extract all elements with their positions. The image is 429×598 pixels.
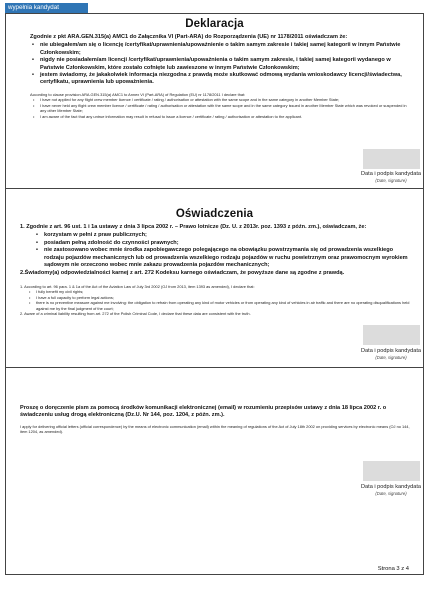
email-request-text: Proszę o doręczenie pism za pomocą środków komunikacji elektronicznej (email) w rozumieniu przepisów ustawy z dnia 18 lipca 2002 r. o świadczeniu usług drogą elektroniczną (Dz.U. Nr 144, poz. 1204, z późn. zm.). [20, 405, 387, 419]
email-signature-note: (Date, signature) [375, 491, 407, 496]
section-divider-1 [6, 188, 423, 189]
statements-section [6, 190, 423, 367]
statements-bullet-1: • korzystam w pełni z praw publicznych; [44, 232, 413, 239]
email-signature-label: Data i podpis kandydata [360, 484, 422, 490]
declaration-title: Deklaracja [185, 18, 244, 30]
declaration-signature-box[interactable] [363, 149, 420, 169]
statements-bullet-3: • nie zastosowano wobec mnie środka zapobiegawczego polegającego na obowiązku powstrzymania się od prowadzenia wszelkiego rodzaju pojazdów mechanicznych lub od prowadzenia wszelkiego rodzaju pojazdów w ruchu powietrznym oraz prawomocnym wyrokiem sądowym nie orzeczono wobec mnie zakazu prowadzenia pojazdów mechanicznych; [44, 247, 413, 269]
email-request-en-text: I apply for delivering official letters (official correspondence) by the means of electronic communication (email) within the meaning of regulations of the Act of July 18th 2002 on providing services by electronic means (OJ no 144, item 1204, as amended). [20, 423, 410, 435]
declaration-en-bullet-3: • I am aware of the fact that any untrue information may result in refusal to issue a licence / certificate / rating / authorisation or attestation to the applicant. [40, 114, 413, 119]
statements-en-bullets [36, 289, 411, 311]
statements-en-item2: 2. Aware of a criminal liability resulting from art. 272 of the Polish Criminal Code, I declare that these data are consistent with the truth. [20, 310, 251, 316]
form-frame [5, 13, 424, 575]
statements-signature-note: (Date, signature) [375, 355, 407, 360]
declaration-signature-note: (Date, signature) [375, 178, 407, 183]
declaration-en-intro: According to clause provision ARA.GEN.315(a) AMC1 to Annex VI (Part-ARA) of Regulation (EU) nr 1178/2011 I declare that: [30, 91, 246, 97]
page-number: Strona 3 z 4 [377, 566, 409, 572]
declaration-section [6, 16, 423, 188]
declaration-en-bullet-2: • I have never held any flight crew member licence / certificate / rating / authorisation or attestation with the same scope and in the same category issued in another Member State which was revoked or suspended in any other Member State; [40, 103, 413, 114]
statements-item2: 2.Świadomy(a) odpowiedzialności karnej z art. 272 Kodeksu karnego oświadczam, że powyższe dane są zgodne z prawdą. [20, 270, 345, 277]
declaration-bullet-3: • jestem świadomy, że jakakolwiek informacja niezgodna z prawdą może skutkować odmową wydania wnioskodawcy licencji/świadectwa, certyfikatu, uprawnienia lub upoważnienia. [40, 72, 413, 87]
statements-en-item1: 1. According to art. 96 para. 1 & 1a of the Act of the Aviation Law of July 3rd 2002 (OJ from 2013, item 1393 as amended), I declare that: [20, 283, 255, 289]
email-request-section [6, 368, 423, 576]
statements-item1-bullets [44, 232, 413, 269]
statements-title: Oświadczenia [175, 208, 254, 220]
declaration-bullet-2: • nigdy nie posiadałem/am licencji /certyfikat/uprawnienia/upoważnienia o takim samym zakresie, i takiej samej kategorii wydanego w Państwie Członkowskim, które zostało cofnięte lub zawieszone w innym Państwie Członkowskim; [40, 57, 413, 72]
declaration-signature-label: Data i podpis kandydata [360, 171, 422, 177]
declaration-bullet-1: • nie ubiegałem/am się o licencję /certyfikat/uprawnienia/upoważnienie o takim samym zakresie i takiej samej kategorii w innym Państwie Członkowskim; [40, 42, 413, 57]
statements-signature-label: Data i podpis kandydata [360, 348, 422, 354]
email-signature-box[interactable] [363, 461, 420, 481]
statements-signature-box[interactable] [363, 325, 420, 345]
statements-bullet-2: • posiadam pełną zdolność do czynności prawnych; [44, 240, 413, 247]
statements-en-bullet-2: • I have a full capacity to perform legal actions; [36, 295, 411, 300]
fill-by-candidate-tag: wypełnia kandydat [5, 3, 88, 13]
statements-item1-intro: 1. Zgodnie z art. 96 ust. 1 i 1a ustawy z dnia 3 lipca 2002 r. – Prawo lotnicze (Dz. U. z 2013r. poz. 1393 z późn. zm.), oświadczam, że: [20, 224, 367, 230]
declaration-en-bullets [40, 97, 413, 119]
declaration-bullets [40, 42, 413, 86]
declaration-intro: Zgodnie z pkt ARA.GEN.315(a) AMC1 do Załącznika VI (Part-ARA) do Rozporządzenia (UE) nr 1178/2011 oświadczam że: [30, 34, 348, 40]
statements-en-bullet-3: • there is no preventive measure against me involving: the obligation to refrain from operating any kind of motor vehicles or from operating any kind of vehicles in air traffic and there are no operating disqualifications held against me by the final judgment of the court; [36, 300, 411, 311]
declaration-en-bullet-1: • I have not applied for any flight crew member licence / certificate / rating / authorisation or attestation with the same scope and in the same category in another Member State; [40, 97, 413, 102]
statements-en-bullet-1: • I fully benefit my civil rights; [36, 289, 411, 294]
